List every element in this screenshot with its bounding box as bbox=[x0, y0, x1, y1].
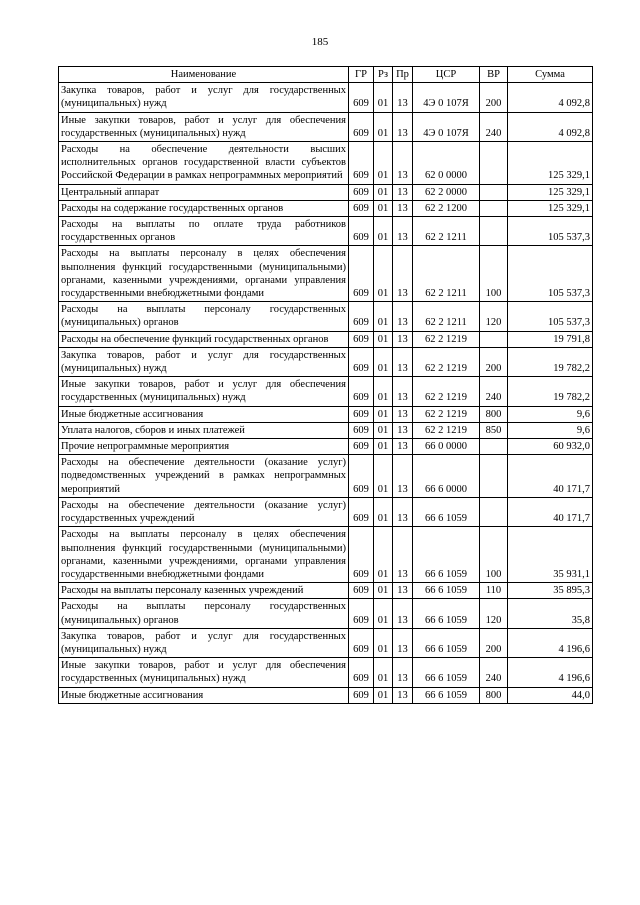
cell-rz: 01 bbox=[374, 302, 393, 331]
cell-sum: 105 537,3 bbox=[508, 302, 593, 331]
cell-gr: 609 bbox=[349, 331, 374, 347]
cell-gr: 609 bbox=[349, 583, 374, 599]
cell-pr: 13 bbox=[393, 246, 413, 302]
budget-table bbox=[58, 66, 593, 704]
cell-csr: 62 2 1219 bbox=[413, 406, 480, 422]
cell-csr: 62 0 0000 bbox=[413, 142, 480, 185]
cell-gr: 609 bbox=[349, 527, 374, 583]
cell-csr: 4Э 0 107Я bbox=[413, 83, 480, 112]
cell-pr: 13 bbox=[393, 628, 413, 657]
cell-sum: 9,6 bbox=[508, 422, 593, 438]
cell-pr: 13 bbox=[393, 112, 413, 141]
cell-sum: 40 171,7 bbox=[508, 455, 593, 498]
cell-vr bbox=[480, 142, 508, 185]
header-vr: ВР bbox=[480, 67, 508, 83]
cell-csr: 62 2 1219 bbox=[413, 331, 480, 347]
cell-name: Иные закупки товаров, работ и услуг для обеспечения государственных (муниципальных) нужд bbox=[59, 112, 349, 141]
cell-name: Расходы на обеспечение деятельности (оказание услуг) государственных учреждений bbox=[59, 497, 349, 526]
cell-rz: 01 bbox=[374, 217, 393, 246]
cell-csr: 62 2 1219 bbox=[413, 377, 480, 406]
cell-vr: 240 bbox=[480, 377, 508, 406]
cell-pr: 13 bbox=[393, 331, 413, 347]
cell-csr: 66 0 0000 bbox=[413, 439, 480, 455]
cell-pr: 13 bbox=[393, 497, 413, 526]
table-header-row bbox=[59, 67, 593, 83]
cell-csr: 66 6 0000 bbox=[413, 455, 480, 498]
cell-csr: 66 6 1059 bbox=[413, 658, 480, 687]
cell-gr: 609 bbox=[349, 406, 374, 422]
cell-sum: 105 537,3 bbox=[508, 217, 593, 246]
cell-pr: 13 bbox=[393, 200, 413, 216]
cell-name: Закупка товаров, работ и услуг для государственных (муниципальных) нужд bbox=[59, 83, 349, 112]
cell-gr: 609 bbox=[349, 658, 374, 687]
cell-name: Расходы на выплаты персоналу в целях обеспечения выполнения функций государственными (муниципальными) органами, казенными учреждениями, органами управления государственными внебюджетными фондами bbox=[59, 246, 349, 302]
cell-vr bbox=[480, 331, 508, 347]
cell-rz: 01 bbox=[374, 347, 393, 376]
cell-sum: 4 092,8 bbox=[508, 83, 593, 112]
cell-name: Расходы на выплаты персоналу государственных (муниципальных) органов bbox=[59, 599, 349, 628]
table-row bbox=[59, 142, 593, 185]
cell-sum: 44,0 bbox=[508, 687, 593, 703]
cell-gr: 609 bbox=[349, 422, 374, 438]
cell-name: Расходы на выплаты персоналу государственных (муниципальных) органов bbox=[59, 302, 349, 331]
table-body bbox=[59, 83, 593, 704]
cell-vr bbox=[480, 497, 508, 526]
cell-pr: 13 bbox=[393, 184, 413, 200]
cell-sum: 19 791,8 bbox=[508, 331, 593, 347]
cell-csr: 62 2 1211 bbox=[413, 302, 480, 331]
table-row bbox=[59, 377, 593, 406]
cell-gr: 609 bbox=[349, 497, 374, 526]
cell-name: Закупка товаров, работ и услуг для государственных (муниципальных) нужд bbox=[59, 347, 349, 376]
table-row bbox=[59, 302, 593, 331]
cell-sum: 40 171,7 bbox=[508, 497, 593, 526]
cell-name: Прочие непрограммные мероприятия bbox=[59, 439, 349, 455]
table-row bbox=[59, 112, 593, 141]
cell-vr: 200 bbox=[480, 347, 508, 376]
cell-gr: 609 bbox=[349, 302, 374, 331]
cell-rz: 01 bbox=[374, 439, 393, 455]
cell-vr: 240 bbox=[480, 658, 508, 687]
cell-sum: 4 196,6 bbox=[508, 628, 593, 657]
cell-vr: 100 bbox=[480, 527, 508, 583]
cell-csr: 62 2 0000 bbox=[413, 184, 480, 200]
table-row bbox=[59, 687, 593, 703]
cell-rz: 01 bbox=[374, 112, 393, 141]
header-gr: ГР bbox=[349, 67, 374, 83]
cell-sum: 125 329,1 bbox=[508, 142, 593, 185]
cell-pr: 13 bbox=[393, 527, 413, 583]
cell-pr: 13 bbox=[393, 83, 413, 112]
cell-csr: 62 2 1211 bbox=[413, 217, 480, 246]
cell-pr: 13 bbox=[393, 142, 413, 185]
cell-pr: 13 bbox=[393, 687, 413, 703]
cell-name: Расходы на содержание государственных органов bbox=[59, 200, 349, 216]
table-row bbox=[59, 406, 593, 422]
cell-rz: 01 bbox=[374, 599, 393, 628]
table-row bbox=[59, 246, 593, 302]
cell-sum: 35 895,3 bbox=[508, 583, 593, 599]
cell-name: Расходы на обеспечение деятельности (оказание услуг) подведомственных учреждений в рамках непрограммных мероприятий bbox=[59, 455, 349, 498]
table-row bbox=[59, 331, 593, 347]
cell-pr: 13 bbox=[393, 583, 413, 599]
cell-name: Иные закупки товаров, работ и услуг для обеспечения государственных (муниципальных) нужд bbox=[59, 658, 349, 687]
cell-vr: 200 bbox=[480, 628, 508, 657]
cell-csr: 66 6 1059 bbox=[413, 497, 480, 526]
cell-pr: 13 bbox=[393, 439, 413, 455]
table-row bbox=[59, 439, 593, 455]
table-row bbox=[59, 658, 593, 687]
cell-vr bbox=[480, 217, 508, 246]
cell-vr: 120 bbox=[480, 599, 508, 628]
table-row bbox=[59, 217, 593, 246]
cell-vr bbox=[480, 200, 508, 216]
cell-name: Расходы на обеспечение функций государственных органов bbox=[59, 331, 349, 347]
table-row bbox=[59, 347, 593, 376]
cell-pr: 13 bbox=[393, 599, 413, 628]
header-rz: Рз bbox=[374, 67, 393, 83]
cell-gr: 609 bbox=[349, 184, 374, 200]
header-pr: Пр bbox=[393, 67, 413, 83]
cell-gr: 609 bbox=[349, 246, 374, 302]
cell-rz: 01 bbox=[374, 455, 393, 498]
cell-sum: 125 329,1 bbox=[508, 184, 593, 200]
cell-sum: 4 092,8 bbox=[508, 112, 593, 141]
cell-vr: 800 bbox=[480, 687, 508, 703]
cell-name: Расходы на выплаты персоналу казенных учреждений bbox=[59, 583, 349, 599]
cell-name: Расходы на обеспечение деятельности высших исполнительных органов государственной власти субъектов Российской Федерации в рамках непрограммных мероприятий bbox=[59, 142, 349, 185]
table-row bbox=[59, 527, 593, 583]
cell-vr: 100 bbox=[480, 246, 508, 302]
cell-rz: 01 bbox=[374, 628, 393, 657]
cell-gr: 609 bbox=[349, 217, 374, 246]
cell-gr: 609 bbox=[349, 628, 374, 657]
cell-sum: 60 932,0 bbox=[508, 439, 593, 455]
cell-gr: 609 bbox=[349, 455, 374, 498]
cell-csr: 62 2 1200 bbox=[413, 200, 480, 216]
cell-vr: 110 bbox=[480, 583, 508, 599]
cell-name: Центральный аппарат bbox=[59, 184, 349, 200]
table-row bbox=[59, 184, 593, 200]
cell-rz: 01 bbox=[374, 497, 393, 526]
cell-pr: 13 bbox=[393, 302, 413, 331]
cell-csr: 62 2 1219 bbox=[413, 347, 480, 376]
cell-rz: 01 bbox=[374, 527, 393, 583]
cell-sum: 125 329,1 bbox=[508, 200, 593, 216]
table-row bbox=[59, 497, 593, 526]
cell-pr: 13 bbox=[393, 217, 413, 246]
cell-gr: 609 bbox=[349, 347, 374, 376]
cell-rz: 01 bbox=[374, 377, 393, 406]
cell-csr: 66 6 1059 bbox=[413, 527, 480, 583]
cell-pr: 13 bbox=[393, 377, 413, 406]
table-row bbox=[59, 200, 593, 216]
cell-sum: 9,6 bbox=[508, 406, 593, 422]
cell-gr: 609 bbox=[349, 200, 374, 216]
cell-pr: 13 bbox=[393, 658, 413, 687]
cell-vr: 800 bbox=[480, 406, 508, 422]
cell-gr: 609 bbox=[349, 377, 374, 406]
cell-sum: 35 931,1 bbox=[508, 527, 593, 583]
table-row bbox=[59, 628, 593, 657]
cell-rz: 01 bbox=[374, 142, 393, 185]
cell-name: Иные бюджетные ассигнования bbox=[59, 406, 349, 422]
cell-sum: 35,8 bbox=[508, 599, 593, 628]
header-csr: ЦСР bbox=[413, 67, 480, 83]
cell-name: Расходы на выплаты по оплате труда работников государственных органов bbox=[59, 217, 349, 246]
cell-vr: 120 bbox=[480, 302, 508, 331]
cell-gr: 609 bbox=[349, 83, 374, 112]
cell-csr: 66 6 1059 bbox=[413, 687, 480, 703]
header-sum: Сумма bbox=[508, 67, 593, 83]
cell-pr: 13 bbox=[393, 347, 413, 376]
cell-name: Расходы на выплаты персоналу в целях обеспечения выполнения функций государственными (муниципальными) органами, казенными учреждениями, органами управления государственными внебюджетными фондами bbox=[59, 527, 349, 583]
cell-gr: 609 bbox=[349, 439, 374, 455]
cell-rz: 01 bbox=[374, 83, 393, 112]
cell-pr: 13 bbox=[393, 422, 413, 438]
cell-rz: 01 bbox=[374, 583, 393, 599]
cell-gr: 609 bbox=[349, 687, 374, 703]
cell-rz: 01 bbox=[374, 200, 393, 216]
header-name: Наименование bbox=[59, 67, 349, 83]
cell-csr: 62 2 1211 bbox=[413, 246, 480, 302]
cell-rz: 01 bbox=[374, 406, 393, 422]
cell-sum: 4 196,6 bbox=[508, 658, 593, 687]
cell-vr: 850 bbox=[480, 422, 508, 438]
cell-csr: 4Э 0 107Я bbox=[413, 112, 480, 141]
cell-csr: 66 6 1059 bbox=[413, 599, 480, 628]
cell-name: Уплата налогов, сборов и иных платежей bbox=[59, 422, 349, 438]
cell-rz: 01 bbox=[374, 687, 393, 703]
cell-vr: 240 bbox=[480, 112, 508, 141]
cell-sum: 19 782,2 bbox=[508, 347, 593, 376]
cell-rz: 01 bbox=[374, 658, 393, 687]
cell-name: Иные закупки товаров, работ и услуг для обеспечения государственных (муниципальных) нужд bbox=[59, 377, 349, 406]
cell-rz: 01 bbox=[374, 331, 393, 347]
cell-gr: 609 bbox=[349, 142, 374, 185]
cell-vr: 200 bbox=[480, 83, 508, 112]
cell-sum: 105 537,3 bbox=[508, 246, 593, 302]
cell-rz: 01 bbox=[374, 184, 393, 200]
cell-gr: 609 bbox=[349, 599, 374, 628]
table-row bbox=[59, 422, 593, 438]
cell-name: Иные бюджетные ассигнования bbox=[59, 687, 349, 703]
cell-vr bbox=[480, 184, 508, 200]
cell-vr bbox=[480, 439, 508, 455]
cell-name: Закупка товаров, работ и услуг для государственных (муниципальных) нужд bbox=[59, 628, 349, 657]
cell-pr: 13 bbox=[393, 406, 413, 422]
cell-pr: 13 bbox=[393, 455, 413, 498]
cell-rz: 01 bbox=[374, 422, 393, 438]
cell-gr: 609 bbox=[349, 112, 374, 141]
cell-csr: 66 6 1059 bbox=[413, 628, 480, 657]
table-row bbox=[59, 599, 593, 628]
table-row bbox=[59, 83, 593, 112]
cell-sum: 19 782,2 bbox=[508, 377, 593, 406]
table-row bbox=[59, 583, 593, 599]
cell-rz: 01 bbox=[374, 246, 393, 302]
cell-vr bbox=[480, 455, 508, 498]
cell-csr: 66 6 1059 bbox=[413, 583, 480, 599]
page-number: 185 bbox=[311, 36, 329, 48]
table-row bbox=[59, 455, 593, 498]
cell-csr: 62 2 1219 bbox=[413, 422, 480, 438]
